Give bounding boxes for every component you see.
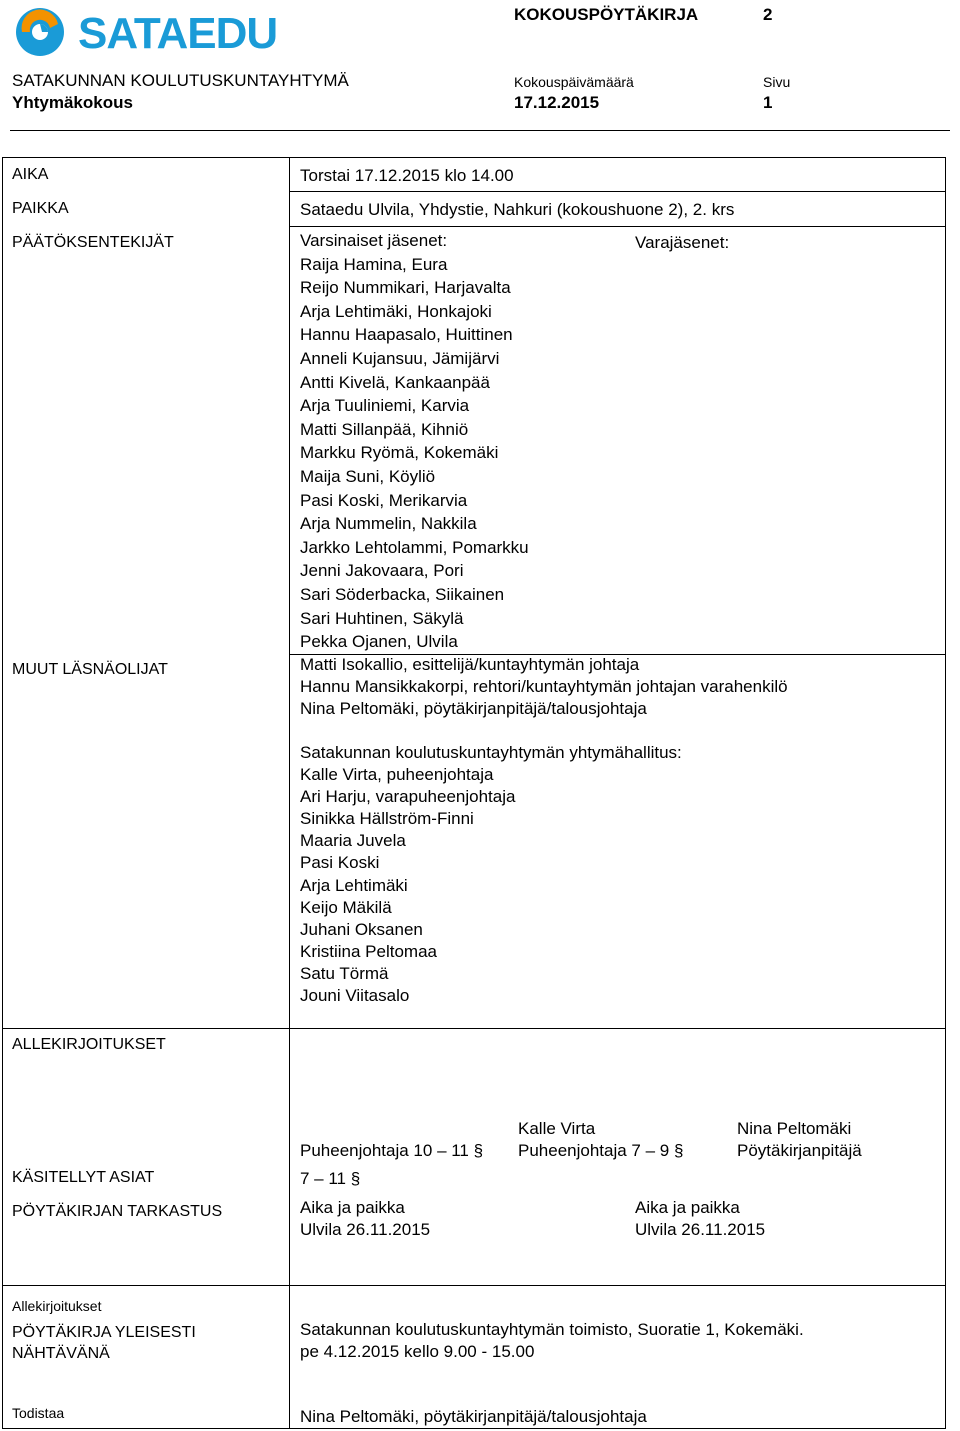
row-divider xyxy=(2,1028,946,1029)
list-item: Maaria Juvela xyxy=(300,831,406,851)
list-item: Arja Lehtimäki, Honkajoki xyxy=(300,301,492,321)
list-item: Matti Sillanpää, Kihniö xyxy=(300,419,469,439)
kasitellyt-value: 7 – 11 § xyxy=(300,1169,361,1188)
list-item: Reijo Nummikari, Harjavalta xyxy=(300,278,511,298)
document-number: 2 xyxy=(763,5,773,24)
list-item: Nina Peltomäki, pöytäkirjanpitäjä/talousjohtaja xyxy=(300,699,647,719)
aika-value: Torstai 17.12.2015 klo 14.00 xyxy=(300,166,514,185)
meeting-date: 17.12.2015 xyxy=(514,93,600,112)
paikka-label: PAIKKA xyxy=(12,200,69,217)
list-item: Pasi Koski xyxy=(300,853,380,873)
list-item: Kristiina Peltomaa xyxy=(300,941,438,961)
table-border-bottom xyxy=(2,1428,946,1429)
kasitellyt-label: KÄSITELLYT ASIAT xyxy=(12,1169,155,1186)
table-border-left xyxy=(2,157,3,1429)
organization-name: SATAKUNNAN KOULUTUSKUNTAYHTYMÄ xyxy=(12,71,349,90)
signer-3-name: Nina Peltomäki xyxy=(737,1119,852,1138)
signer-2-role: Puheenjohtaja 7 – 9 § xyxy=(518,1141,684,1160)
list-item: Jenni Jakovaara, Pori xyxy=(300,561,464,581)
list-item: Satu Törmä xyxy=(300,963,389,983)
nahtavana-label-line1: PÖYTÄKIRJA YLEISESTI xyxy=(12,1324,196,1341)
tarkastus-left-value: Ulvila 26.11.2015 xyxy=(300,1220,431,1239)
body-name: Yhtymäkokous xyxy=(12,93,133,112)
tarkastus-left-label: Aika ja paikka xyxy=(300,1198,405,1217)
aika-label: AIKA xyxy=(12,166,49,183)
members-list xyxy=(300,229,529,654)
tarkastus-right-label: Aika ja paikka xyxy=(635,1198,740,1217)
list-item: Sinikka Hällström-Finni xyxy=(300,809,474,829)
officials-list xyxy=(300,654,788,720)
nahtavana-line1: Satakunnan koulutuskuntayhtymän toimisto, Suoratie 1, Kokemäki. xyxy=(300,1320,804,1339)
signer-3-role: Pöytäkirjanpitäjä xyxy=(737,1141,862,1160)
list-item: Arja Lehtimäki xyxy=(300,875,408,895)
table-border-top xyxy=(2,157,946,158)
nahtavana-label-line2: NÄHTÄVÄNÄ xyxy=(12,1345,110,1362)
list-item: Anneli Kujansuu, Jämijärvi xyxy=(300,348,500,368)
list-item: Raija Hamina, Eura xyxy=(300,254,448,274)
list-item: Jouni Viitasalo xyxy=(300,986,410,1006)
logo-wordmark: SATAEDU xyxy=(78,9,278,58)
list-item: Kalle Virta, puheenjohtaja xyxy=(300,765,494,785)
board-list xyxy=(300,742,682,1007)
list-item: Sari Söderbacka, Siikainen xyxy=(300,584,505,604)
allekirjoitukset-small-label: Allekirjoitukset xyxy=(12,1298,102,1314)
list-item: Arja Nummelin, Nakkila xyxy=(300,514,477,534)
paikka-value: Sataedu Ulvila, Yhdystie, Nahkuri (kokoushuone 2), 2. krs xyxy=(300,200,735,219)
page-label: Sivu xyxy=(763,74,791,90)
document-type: KOKOUSPÖYTÄKIRJA xyxy=(514,5,699,24)
table-column-divider xyxy=(289,157,290,1429)
signer-2-name: Kalle Virta xyxy=(518,1119,596,1138)
list-item: Arja Tuuliniemi, Karvia xyxy=(300,396,470,416)
list-item: Pasi Koski, Merikarvia xyxy=(300,490,468,510)
signer-1-role: Puheenjohtaja 10 – 11 § xyxy=(300,1141,484,1160)
list-item: Markku Ryömä, Kokemäki xyxy=(300,443,499,463)
list-item: Matti Isokallio, esittelijä/kuntayhtymän johtaja xyxy=(300,655,640,674)
list-item: Hannu Mansikkakorpi, rehtori/kuntayhtymän johtajan varahenkilö xyxy=(300,677,788,697)
list-item: Juhani Oksanen xyxy=(300,919,423,939)
row-divider xyxy=(289,191,946,192)
tarkastus-label: PÖYTÄKIRJAN TARKASTUS xyxy=(12,1203,223,1220)
todistaa-value: Nina Peltomäki, pöytäkirjanpitäjä/talousjohtaja xyxy=(300,1407,647,1426)
row-divider xyxy=(2,1285,946,1286)
list-item: Pekka Ojanen, Ulvila xyxy=(300,632,458,652)
list-item: Jarkko Lehtolammi, Pomarkku xyxy=(300,537,529,557)
list-item: Antti Kivelä, Kankaanpää xyxy=(300,372,490,392)
todistaa-label: Todistaa xyxy=(12,1405,65,1421)
muut-label: MUUT LÄSNÄOLIJAT xyxy=(12,661,168,678)
list-item: Keijo Mäkilä xyxy=(300,897,392,917)
tarkastus-right-value: Ulvila 26.11.2015 xyxy=(635,1220,766,1239)
table-border-right xyxy=(945,157,946,1429)
row-divider xyxy=(289,226,946,227)
deputies-heading: Varajäsenet: xyxy=(635,233,730,252)
board-heading: Satakunnan koulutuskuntayhtymän yhtymähallitus: xyxy=(300,743,682,762)
sataedu-logo xyxy=(12,4,278,60)
list-item: Maija Suni, Köyliö xyxy=(300,466,436,486)
meeting-date-label: Kokouspäivämäärä xyxy=(514,74,634,90)
list-item: Hannu Haapasalo, Huittinen xyxy=(300,325,513,345)
list-item: Sari Huhtinen, Säkylä xyxy=(300,608,464,628)
nahtavana-line2: pe 4.12.2015 kello 9.00 - 15.00 xyxy=(300,1342,535,1361)
members-heading: Varsinaiset jäsenet: xyxy=(300,231,448,250)
list-item: Ari Harju, varapuheenjohtaja xyxy=(300,787,516,807)
logo-swirl-icon xyxy=(12,4,72,60)
header-divider xyxy=(10,130,950,131)
paatoksentekijat-label: PÄÄTÖKSENTEKIJÄT xyxy=(12,234,174,251)
page-number: 1 xyxy=(763,93,773,112)
allekirjoitukset-label: ALLEKIRJOITUKSET xyxy=(12,1036,166,1053)
